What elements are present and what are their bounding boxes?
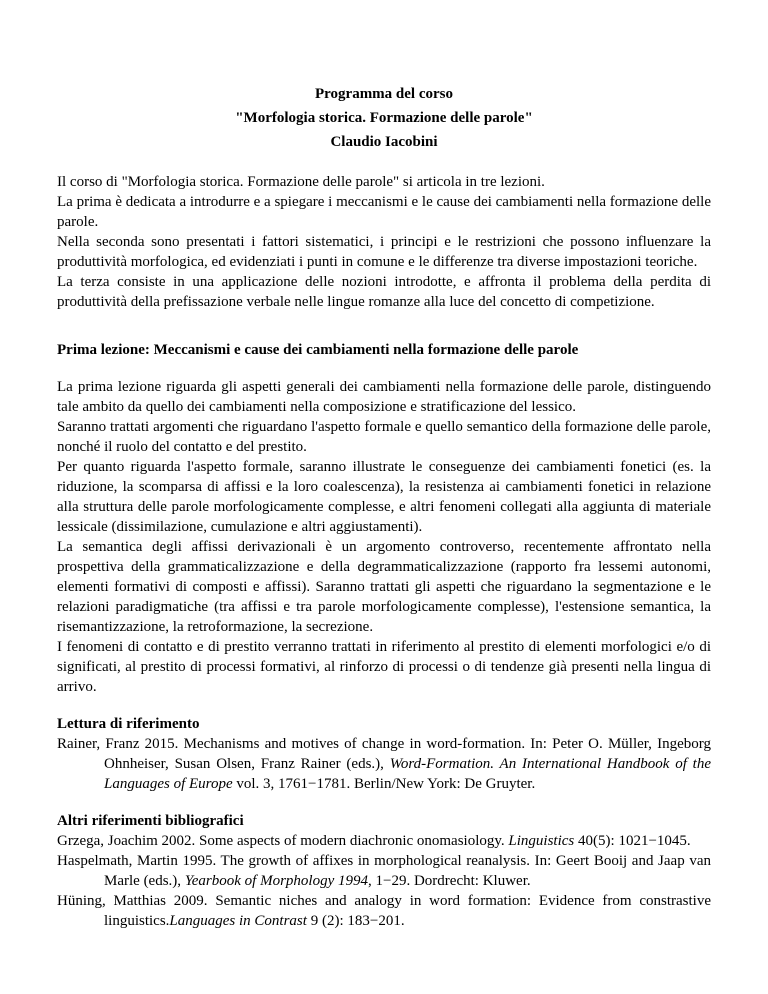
reference-entry: Grzega, Joachim 2002. Some aspects of modern diachronic onomasiology. Linguistics 40(5): 1021−1045. [57, 833, 691, 849]
author-name: Claudio Iacobini [330, 134, 438, 150]
section-body [57, 377, 711, 697]
section-paragraph: Saranno trattati argomenti che riguardano l'aspetto formale e quello semantico della formazione delle parole, nonché il ruolo del contatto e del prestito. [57, 419, 711, 455]
header-line-1: Programma del corso [314, 86, 454, 102]
section-title: Prima lezione: Meccanismi e cause dei cambiamenti nella formazione delle parole [57, 342, 579, 358]
reference-entry: Rainer, Franz 2015. Mechanisms and motives of change in word-formation. In: Peter O. Müller, Ingeborg Ohnheiser, Susan Olsen, Franz Rainer (eds.), Word-Formation. An International Handbook of the Languages of Europe vol. 3, 1761−1781. Berlin/New York: De Gruyter. [57, 736, 711, 792]
document-page [57, 84, 711, 931]
section-paragraph: La semantica degli affissi derivazionali è un argomento controverso, recentemente affrontato nella prospettiva della grammaticalizzazione e della degrammaticalizzazione (rapporto fra lessemi autonomi, elementi formativi di composti e affissi). Saranno trattati gli aspetti che riguardano la segmentazione e le relazioni paradigmatiche (tra affissi e tra parole morfologicamente complesse), l'estensione semantica, la risemantizzazione, la retroformazione, la secrezione. [57, 539, 711, 635]
reference-entry: Hüning, Matthias 2009. Semantic niches and analogy in word formation: Evidence from constrastive linguistics.Languages in Contrast 9 (2): 183−201. [57, 893, 711, 929]
intro-block [57, 172, 711, 312]
bibliography-heading: Altri riferimenti bibliografici [57, 813, 244, 829]
section-paragraph: Per quanto riguarda l'aspetto formale, saranno illustrate le conseguenze dei cambiamenti fonetici (es. la riduzione, la scomparsa di affissi e la loro coalescenza), la resistenza ai cambiamenti fonetici in relazione alla struttura delle parole morfologicamente complesse, e altri fenomeni collegati alla aggiunta di materiale lessicale (dissimilazione, cumulazione e altri aggiustamenti). [57, 459, 711, 535]
reading-heading: Lettura di riferimento [57, 716, 200, 732]
document-header [57, 84, 711, 152]
intro-paragraph: Il corso di "Morfologia storica. Formazione delle parole" si articola in tre lezioni. [57, 174, 545, 190]
intro-paragraph: Nella seconda sono presentati i fattori sistematici, i principi e le restrizioni che possono influenzare la produttività morfologica, ed evidenziati i punti in comune e le differenze tra diverse impostazioni teoriche. [57, 234, 711, 270]
section-paragraph: I fenomeni di contatto e di prestito verranno trattati in riferimento al prestito di elementi morfologici e/o di significati, al prestito di processi formativi, al rinforzo di processi o di tendenze già presenti nella lingua di arrivo. [57, 639, 711, 695]
intro-paragraph: La prima è dedicata a introdurre e a spiegare i meccanismi e le cause dei cambiamenti nella formazione delle parole. [57, 194, 711, 230]
section-paragraph: La prima lezione riguarda gli aspetti generali dei cambiamenti nella formazione delle parole, distinguendo tale ambito da quello dei cambiamenti nella composizione e stratificazione del lessico. [57, 379, 711, 415]
course-title: "Morfologia storica. Formazione delle parole" [235, 110, 533, 126]
intro-paragraph: La terza consiste in una applicazione delle nozioni introdotte, e affronta il problema della perdita di produttività della prefissazione verbale nelle lingue romanze alla luce del concetto di competizione. [57, 274, 711, 310]
reference-entry: Haspelmath, Martin 1995. The growth of affixes in morphological reanalysis. In: Geert Booij and Jaap van Marle (eds.), Yearbook of Morphology 1994, 1−29. Dordrecht: Kluwer. [57, 853, 711, 889]
